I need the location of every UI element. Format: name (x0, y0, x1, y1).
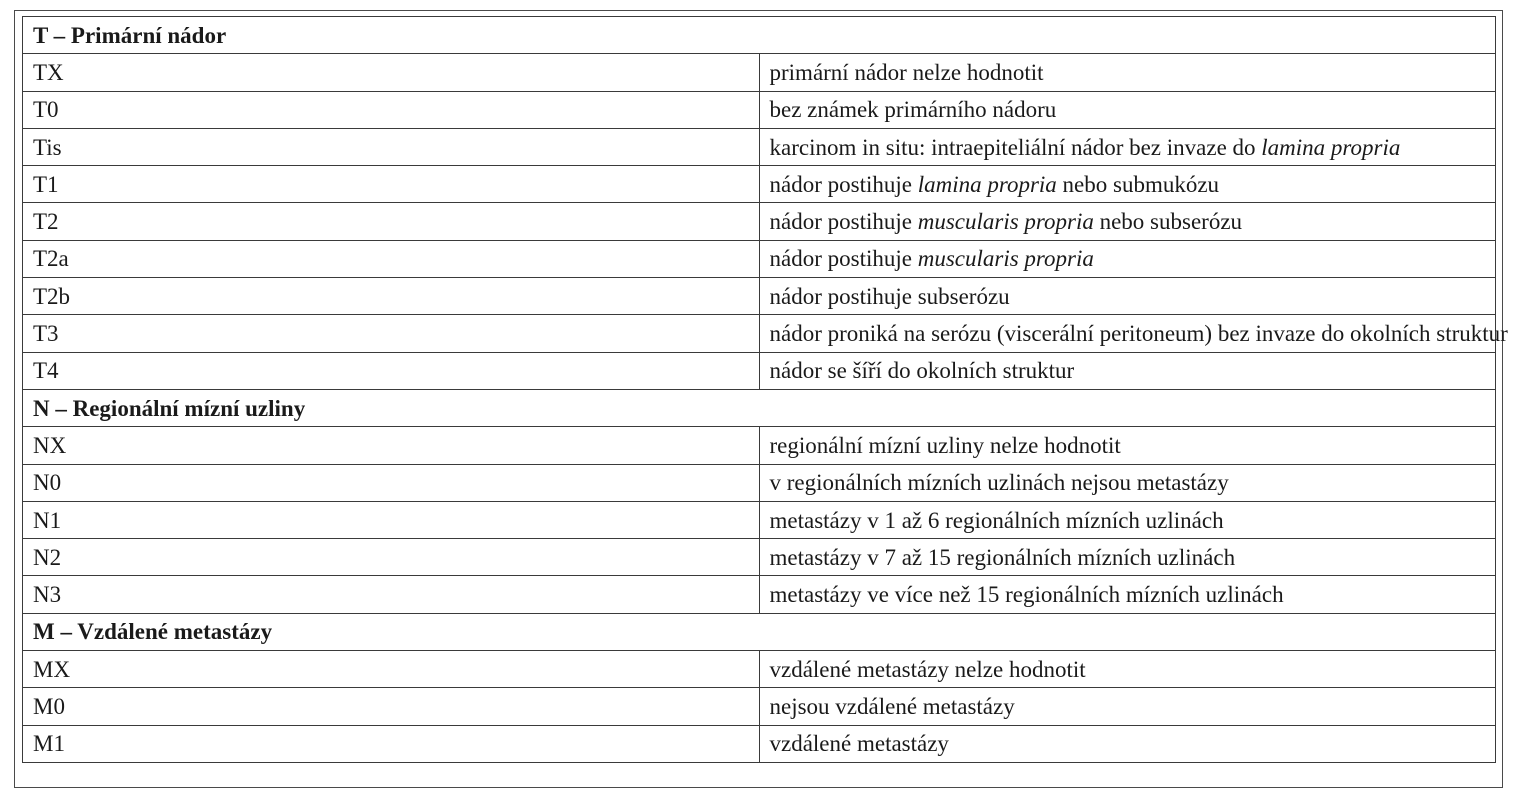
stage-code: T3 (23, 315, 760, 352)
table-row (23, 278, 1496, 315)
table-row (23, 688, 1496, 725)
stage-description: regionální mízní uzliny nelze hodnotit (759, 427, 1496, 464)
table-row (23, 128, 1496, 165)
stage-description: nádor postihuje lamina propria nebo submukózu (759, 166, 1496, 203)
stage-description: metastázy ve více než 15 regionálních mízních uzlinách (759, 576, 1496, 613)
stage-description: karcinom in situ: intraepiteliální nádor bez invaze do lamina propria (759, 128, 1496, 165)
stage-description: nejsou vzdálené metastázy (759, 688, 1496, 725)
stage-code: T0 (23, 91, 760, 128)
stage-code: N0 (23, 464, 760, 501)
stage-description: v regionálních mízních uzlinách nejsou metastázy (759, 464, 1496, 501)
tnm-classification-table (22, 16, 1508, 763)
stage-code: T2b (23, 278, 760, 315)
stage-description: vzdálené metastázy nelze hodnotit (759, 651, 1496, 688)
table-row (23, 315, 1496, 352)
stage-code: NX (23, 427, 760, 464)
table-row (23, 203, 1496, 240)
table-row (23, 352, 1496, 389)
section-header-row (23, 389, 1496, 426)
section-heading: M – Vzdálené metastázy (23, 613, 1496, 650)
section-header-row (23, 613, 1496, 650)
stage-code: MX (23, 651, 760, 688)
stage-description: metastázy v 1 až 6 regionálních mízních uzlinách (759, 501, 1496, 538)
table-row (23, 539, 1496, 576)
latin-term: muscularis propria (917, 246, 1094, 272)
stage-code: N1 (23, 501, 760, 538)
latin-term: muscularis propria (917, 209, 1094, 235)
stage-description: nádor postihuje subserózu (759, 278, 1496, 315)
table-row (23, 427, 1496, 464)
stage-code: M1 (23, 725, 760, 762)
stage-description: nádor postihuje muscularis propria (759, 240, 1496, 277)
stage-code: Tis (23, 128, 760, 165)
stage-description: nádor postihuje muscularis propria nebo subserózu (759, 203, 1496, 240)
stage-code: T1 (23, 166, 760, 203)
table-row (23, 54, 1496, 91)
stage-code: M0 (23, 688, 760, 725)
table-row (23, 725, 1496, 762)
stage-code: T2a (23, 240, 760, 277)
section-header-row (23, 17, 1496, 54)
stage-description: bez známek primárního nádoru (759, 91, 1496, 128)
table-row (23, 651, 1496, 688)
stage-description: primární nádor nelze hodnotit (759, 54, 1496, 91)
stage-code: N2 (23, 539, 760, 576)
table-row (23, 576, 1496, 613)
stage-code: T2 (23, 203, 760, 240)
table-row (23, 166, 1496, 203)
table-row (23, 91, 1496, 128)
latin-term: lamina propria (1261, 134, 1401, 160)
table-row (23, 240, 1496, 277)
latin-term: lamina propria (917, 171, 1057, 197)
stage-description: metastázy v 7 až 15 regionálních mízních uzlinách (759, 539, 1496, 576)
stage-description: nádor se šíří do okolních struktur (759, 352, 1496, 389)
table-row (23, 464, 1496, 501)
section-heading: T – Primární nádor (23, 17, 1496, 54)
stage-code: N3 (23, 576, 760, 613)
stage-description: nádor proniká na serózu (viscerální peritoneum) bez invaze do okolních struktur (759, 315, 1496, 352)
stage-code: TX (23, 54, 760, 91)
stage-code: T4 (23, 352, 760, 389)
section-heading: N – Regionální mízní uzliny (23, 389, 1496, 426)
stage-description: vzdálené metastázy (759, 725, 1496, 762)
table-row (23, 501, 1496, 538)
